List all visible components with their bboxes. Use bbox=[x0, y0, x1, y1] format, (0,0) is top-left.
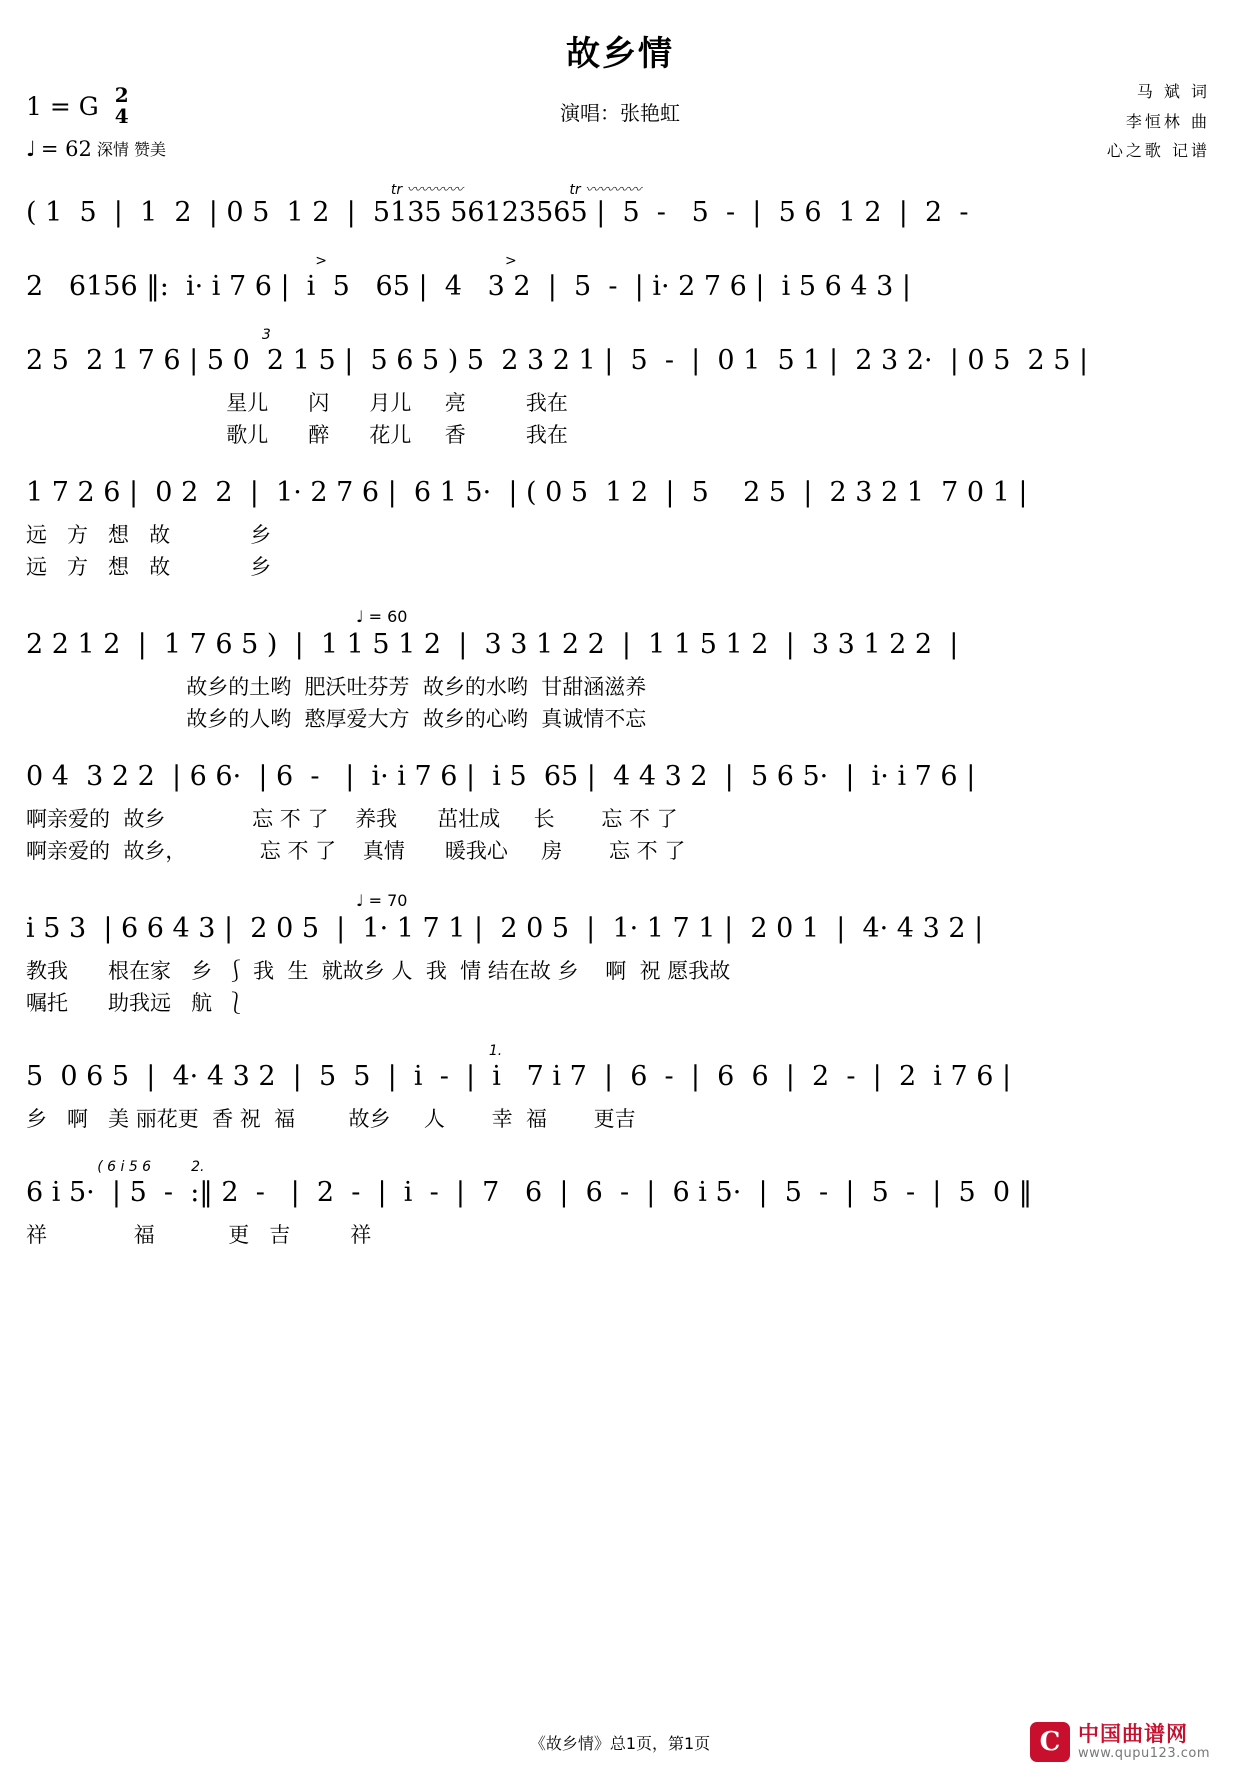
music-system-1 bbox=[26, 175, 1214, 239]
meter-top: 2 bbox=[114, 83, 129, 107]
music-system-2 bbox=[26, 249, 1214, 313]
sheet-music-page bbox=[0, 26, 1240, 1780]
singer-credit: 演唱：张艳虹 bbox=[560, 101, 680, 125]
logo-site-url: www.qupu123.com bbox=[1077, 1745, 1210, 1761]
credits-block bbox=[1107, 77, 1210, 166]
ornament-row: 3 bbox=[26, 327, 271, 343]
lyric-line-verse1: 故乡的土哟 肥沃吐芬芳 故乡的水哟 甘甜涵滋养 bbox=[26, 675, 647, 699]
notation-row: i 5 3 | 6 6 4 3 | 2 0 5 | 1· 1 7 1 | 2 0 5 | 1· 1 7 1 | 2 0 1 | 4· 4 3 2 | bbox=[26, 913, 984, 944]
page-title: 故乡情 bbox=[566, 34, 674, 74]
meter-bottom: 4 bbox=[114, 104, 129, 128]
music-system-8 bbox=[26, 1039, 1214, 1135]
tempo-value: = 62 bbox=[40, 137, 92, 161]
key-signature-block bbox=[26, 85, 166, 161]
notation-row: 1 7 2 6 | 0 2 2 | 1· 2 7 6 | 6 1 5· | ( 0 5 1 2 | 5 2 5 | 2 3 2 1 7 0 1 | bbox=[26, 477, 1028, 508]
lyric-line-verse1: 啊亲爱的 故乡 忘 不 了 养我 茁壮成 长 忘 不 了 bbox=[26, 807, 678, 831]
tempo-marking bbox=[26, 137, 166, 161]
site-logo[interactable] bbox=[1030, 1722, 1210, 1762]
tempo-change-60: ♩ = 60 bbox=[356, 607, 408, 626]
notation-row: 2 6156 ‖: i· i 7 6 | i 5 65 | 4 3 2 | 5 - | i· 2 7 6 | i 5 6 4 3 | bbox=[26, 271, 912, 302]
notation-row: ( 1 5 | 1 2 | 0 5 1 2 | 5135 56123565 | 5 - 5 - | 5 6 1 2 | 2 - bbox=[26, 197, 969, 228]
logo-mark-icon: C bbox=[1030, 1722, 1070, 1762]
credit-notator: 心之歌 记谱 bbox=[1106, 141, 1210, 161]
quarter-note-icon: ♩ bbox=[26, 137, 36, 161]
notation-row: 5 0 6 5 | 4· 4 3 2 | 5 5 | i - | i 7 i 7 | 6 - | 6 6 | 2 - | 2 i 7 6 | bbox=[26, 1061, 1012, 1092]
key-label: 1 = G bbox=[26, 91, 99, 121]
ornament-row: tr 〰〰〰〰 tr 〰〰〰〰 bbox=[26, 182, 642, 198]
ending-bracket-2: ( 6 i 5 6 2. bbox=[26, 1159, 205, 1175]
key-line bbox=[26, 85, 166, 127]
ornament-row: > > bbox=[26, 253, 517, 269]
mood-text: 深情 赞美 bbox=[96, 140, 166, 159]
lyric-line-verse1: 乡 啊 美 丽花更 香 祝 福 故乡 人 幸 福 更吉 bbox=[26, 1107, 636, 1131]
credit-lyricist: 马 斌 词 bbox=[1136, 82, 1210, 101]
notation-row: 0 4 3 2 2 | 6 6· | 6 - | i· i 7 6 | i 5 65 | 4 4 3 2 | 5 6 5· | i· i 7 6 | bbox=[26, 761, 976, 792]
lyric-line-verse1: 星儿 闪 月儿 亮 我在 bbox=[26, 391, 568, 415]
lyric-line-verse1: 教我 根在家 乡 ⎰ 我 生 就故乡 人 我 情 结在故 乡 啊 祝 愿我故 bbox=[26, 959, 731, 983]
music-system-5 bbox=[26, 603, 1214, 735]
tempo-change-70: ♩ = 70 bbox=[356, 891, 408, 910]
logo-site-name: 中国曲谱网 bbox=[1077, 1722, 1188, 1747]
logo-text bbox=[1078, 1722, 1210, 1761]
page-footer: 《故乡情》总1页，第1页 bbox=[529, 1734, 711, 1753]
music-system-6 bbox=[26, 755, 1214, 867]
time-signature bbox=[115, 85, 129, 127]
lyric-line-verse2: 啊亲爱的 故乡， 忘 不 了 真情 暖我心 房 忘 不 了 bbox=[26, 839, 686, 863]
music-system-4 bbox=[26, 471, 1214, 583]
lyric-line-verse1: 祥 福 更 吉 祥 bbox=[26, 1223, 372, 1247]
notation-row: 2 2 1 2 | 1 7 6 5 ) | 1 1 5 1 2 | 3 3 1 2 2 | 1 1 5 1 2 | 3 3 1 2 2 | bbox=[26, 629, 959, 660]
lyric-line-verse2: 故乡的人哟 憨厚爱大方 故乡的心哟 真诚情不忘 bbox=[26, 707, 647, 731]
music-system-9 bbox=[26, 1155, 1214, 1251]
lyric-line-verse2: 远 方 想 故 乡 bbox=[26, 555, 272, 579]
lyric-line-verse1: 远 方 想 故 乡 bbox=[26, 523, 272, 547]
lyric-line-verse2: 歌儿 醉 花儿 香 我在 bbox=[26, 423, 568, 447]
header-row bbox=[0, 75, 1240, 175]
music-system-7 bbox=[26, 887, 1214, 1019]
credit-composer: 李恒林 曲 bbox=[1125, 111, 1210, 131]
music-system-3 bbox=[26, 323, 1214, 451]
notation-row: 2 5 2 1 7 6 | 5 0 2 1 5 | 5 6 5 ) 5 2 3 2 1 | 5 - | 0 1 5 1 | 2 3 2· | 0 5 2 5 | bbox=[26, 345, 1089, 376]
notation-row: 6 i 5· | 5 - :‖ 2 - | 2 - | i - | 7 6 | 6 - | 6 i 5· | 5 - | 5 - | 5 0 ‖ bbox=[26, 1177, 1033, 1208]
ending-bracket-1: 1. bbox=[26, 1043, 503, 1059]
lyric-line-verse2: 嘱托 助我远 航 ⎱ bbox=[26, 991, 254, 1015]
